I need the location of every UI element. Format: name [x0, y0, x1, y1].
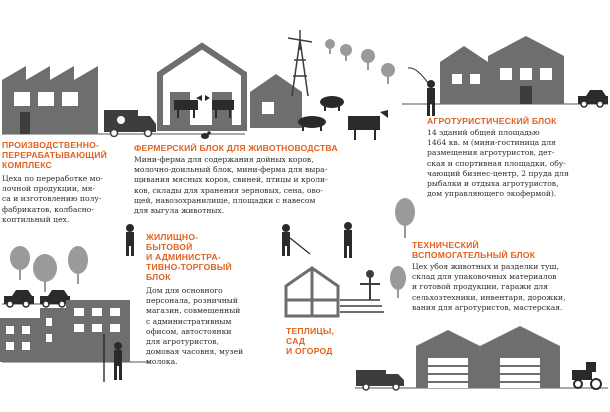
residential-body: Дом для основного персонала, розничный магазин, совмещенный с административным офисом, автостоянки для агротуристов, домовая часовня, музей молока.: [146, 286, 244, 367]
technical-block: [412, 240, 608, 313]
agrotourism-title: АГРОТУРИСТИЧЕСКИЙ БЛОК: [427, 116, 557, 126]
truck-icon: [356, 370, 404, 390]
fisherman-icon: [408, 68, 435, 116]
residential-title: ЖИЛИЩНО- БЫТОВОЙ И АДМИНИСТРА- ТИВНО-ТОРГОВЫЙ БЛОК: [146, 232, 232, 282]
agrotourism-body: 14 зданий общей площадью 1464 кв. м (мини-гостиница для размещения агротуристов, дет- ская и спортивная площадки, обу- чающий бизнес-центр, 2 пруда для рыбалки и отдыха агротуристов, дом управляющего экофермой).: [427, 128, 569, 199]
technical-body: Цех убоя животных и разделки туш, склад для упаковочных материалов и готовой продукции, гаражи для сельхозтехники, инвентаря, дорожки, вания для агротуристов, мастерская.: [412, 262, 566, 312]
chicken-icon: [201, 131, 211, 139]
residential-block: [146, 232, 276, 368]
farm-body: Мини-ферма для содержания дойных коров, молочно-доильный блок, мини-ферма для выра- щивания мясных коров, свиней, птицы и кроли- ков, склады для хранения зерновых, сена, ово- щей, навозохранилище, площадки с навесом для выгула животных.: [134, 155, 328, 216]
greenhouse-title: ТЕПЛИЦЫ, САД И ОГОРОД: [286, 326, 335, 356]
production-title: ПРОИЗВОДСТВЕННО- ПЕРЕРАБАТЫВАЮЩИЙ КОМПЛЕКС: [2, 140, 108, 170]
farmhouse-icon: [440, 36, 574, 104]
tractor-icon: [572, 362, 601, 389]
scarecrow-icon: [360, 271, 380, 300]
factory-icon: [2, 66, 98, 134]
agrotourism-block: [427, 116, 607, 199]
farm-title: ФЕРМЕРСКИЙ БЛОК ДЛЯ ЖИВОТНОВОДСТВА: [134, 143, 338, 153]
technical-title: ТЕХНИЧЕСКИЙ ВСПОМОГАТЕЛЬНЫЙ БЛОК: [412, 240, 536, 260]
greenhouse-block: [286, 326, 366, 356]
garage-icon: [416, 326, 560, 388]
farm-block: [134, 143, 374, 216]
production-block: [2, 140, 120, 225]
apartment-building-icon: [0, 300, 130, 362]
pig-icon: [298, 96, 344, 131]
delivery-van-icon: [104, 110, 156, 137]
production-body: Цеха по переработке мо- лочной продукции, мя- са и изготовлению полу- фабрикатов, колбасно- коптильный цех.: [2, 174, 103, 224]
